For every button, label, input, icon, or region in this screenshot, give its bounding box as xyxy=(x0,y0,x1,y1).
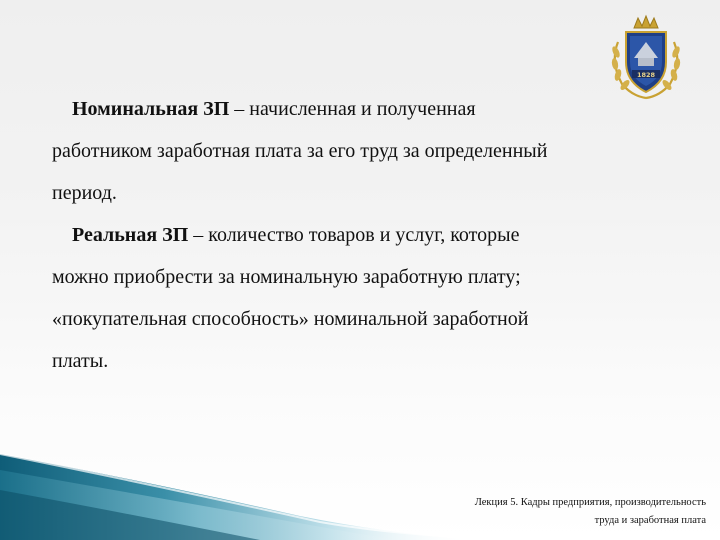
real-wage-line3: «покупательная способность» номинальной заработной xyxy=(52,308,529,330)
definitions-text xyxy=(52,88,672,382)
nominal-wage-term: Номинальная ЗП xyxy=(72,98,230,120)
nominal-wage-line2: работником заработная плата за его труд за определенный xyxy=(52,140,548,162)
real-wage-term: Реальная ЗП xyxy=(72,224,189,246)
emblem-year: 1828 xyxy=(636,71,656,79)
footer-caption xyxy=(346,494,706,530)
footer-line1: Лекция 5. Кадры предприятия, производительность xyxy=(474,497,706,508)
real-wage-line1: – количество товаров и услуг, которые xyxy=(188,224,520,246)
nominal-wage-line3: период. xyxy=(52,182,117,204)
footer-line2: труда и заработная плата xyxy=(594,515,706,526)
real-wage-line4: платы. xyxy=(52,350,109,372)
real-wage-paragraph xyxy=(52,214,672,382)
nominal-wage-paragraph xyxy=(52,88,672,214)
nominal-wage-line1: – начисленная и полученная xyxy=(229,98,476,120)
real-wage-line2: можно приобрести за номинальную заработную плату; xyxy=(52,266,521,288)
